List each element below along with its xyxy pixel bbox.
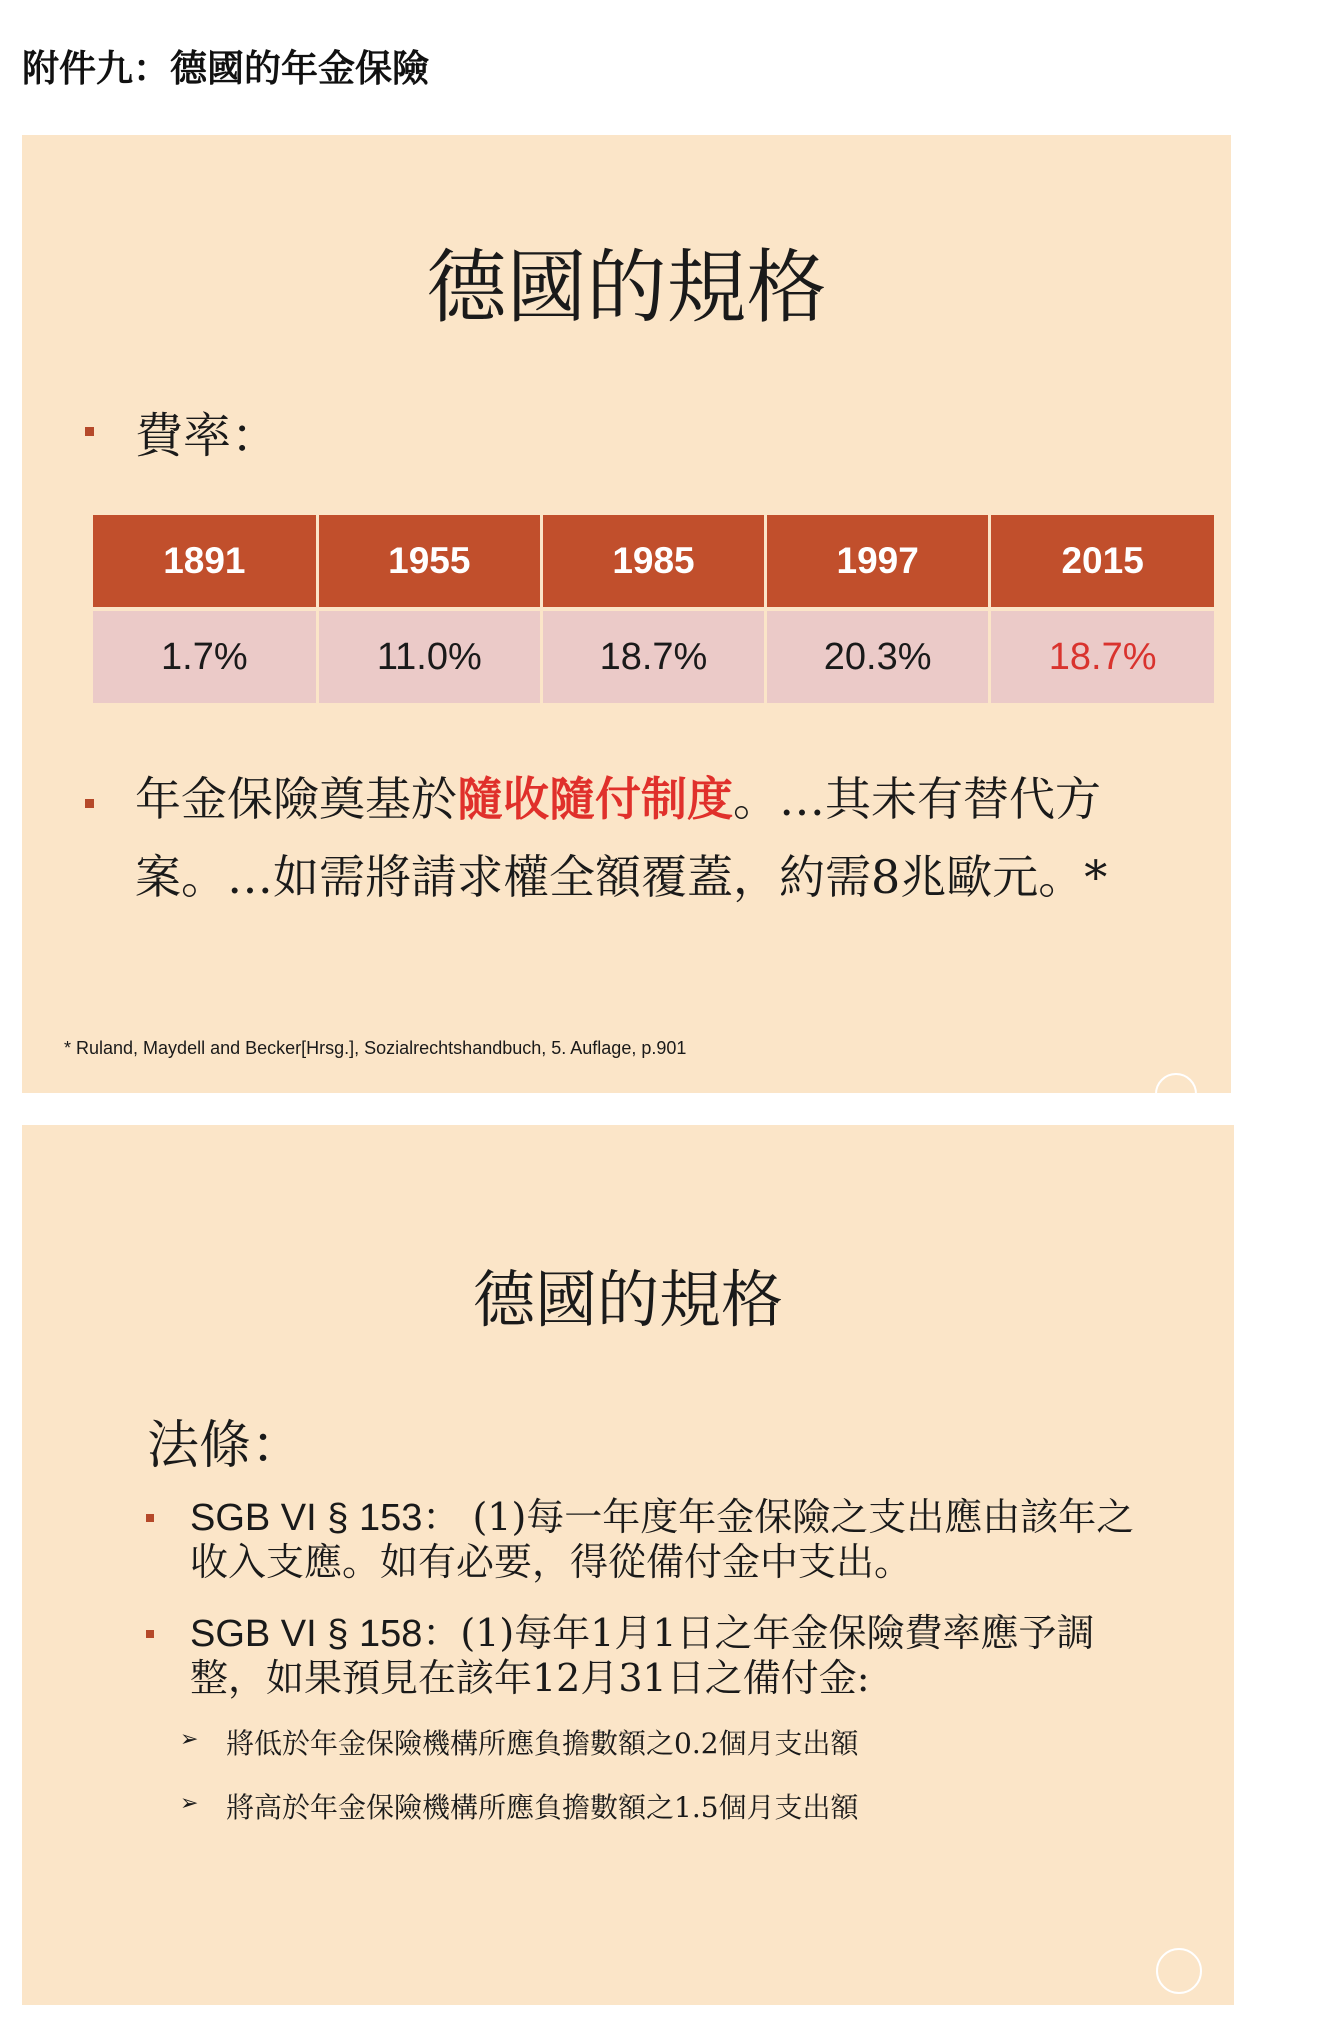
slide-nav-circle (1156, 1948, 1202, 1994)
contribution-rate-table (93, 515, 1214, 703)
sub-item-upper-bound: 將高於年金保險機構所應負擔數額之1.5個月支出額 (226, 1791, 859, 1824)
slide-nav-circle (1155, 1073, 1197, 1115)
paygo-prefix: 年金保險奠基於 (135, 772, 457, 826)
year-header: 1997 (766, 515, 990, 609)
slide-contribution-rates (22, 135, 1231, 1093)
arrow-bullet-icon: ➢ (180, 1727, 199, 1752)
bullet-marker (146, 1514, 154, 1522)
footnote: * Ruland, Maydell and Becker[Hrsg.], Sozialrechtshandbuch, 5. Auflage, p.901 (64, 1038, 687, 1058)
slide-title: 德國的規格 (426, 241, 827, 334)
year-header: 1985 (541, 515, 765, 609)
law-text: (1)每年1月1日之年金保險費率應予調整，如果預見在該年12月31日之備付金: (190, 1611, 1095, 1700)
rate-cell: 20.3% (766, 609, 990, 703)
paygo-highlight: 隨收隨付制度 (457, 772, 733, 826)
year-header: 2015 (990, 515, 1214, 609)
slide-title: 德國的規格 (472, 1263, 783, 1336)
rate-label: 費率： (135, 408, 280, 464)
slide-legal-provisions (22, 1125, 1234, 2005)
rate-cell: 18.7% (541, 609, 765, 703)
year-header: 1955 (317, 515, 541, 609)
bullet-marker (146, 1630, 154, 1638)
paygo-statement (135, 760, 1195, 916)
bullet-marker (85, 799, 94, 808)
rate-cell: 11.0% (317, 609, 541, 703)
rate-cell: 1.7% (93, 609, 317, 703)
table-row (93, 609, 1214, 703)
law-code: SGB VI § 158： (190, 1613, 461, 1655)
bullet-marker (85, 427, 94, 436)
law-item-158 (190, 1611, 1150, 1700)
sub-item-lower-bound: 將低於年金保險機構所應負擔數額之0.2個月支出額 (226, 1727, 859, 1760)
year-header: 1891 (93, 515, 317, 609)
paygo-suffix: 。…其未有替代方案。…如需將請求權全額覆蓋，約需8兆歐元。* (135, 772, 1108, 904)
law-item-153 (190, 1495, 1150, 1584)
law-text: (1)每一年度年金保險之支出應由該年之收入支應。如有必要，得從備付金中支出。 (190, 1495, 1135, 1584)
rate-cell-highlight: 18.7% (990, 609, 1214, 703)
arrow-bullet-icon: ➢ (180, 1791, 199, 1816)
law-label: 法條： (147, 1416, 304, 1476)
law-code: SGB VI § 153： (190, 1497, 461, 1539)
page-heading: 附件九：德國的年金保險 (22, 47, 429, 90)
table-header-row (93, 515, 1214, 609)
